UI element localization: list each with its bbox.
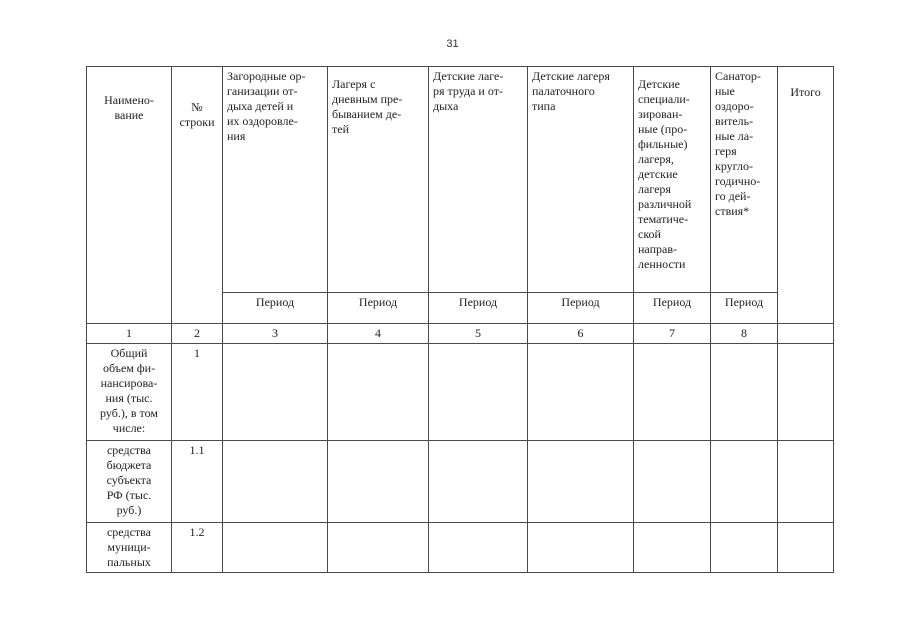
header-col-3-line: Загородные ор- [227, 69, 306, 83]
header-col-4-line: тей [332, 122, 349, 136]
header-name-cell [87, 67, 172, 324]
header-total: Итого [778, 67, 834, 324]
data-cell [223, 523, 328, 573]
header-col-4 [328, 67, 429, 293]
header-col-8-line: ные [715, 84, 735, 98]
data-cell [429, 344, 528, 441]
header-rowno-cell [172, 67, 223, 324]
header-col-7-line: лагеря, [638, 152, 674, 166]
header-col-8-line: Санатор- [715, 69, 761, 83]
row-number: 1 [172, 344, 223, 441]
numbering-row [87, 324, 834, 344]
row-label [87, 441, 172, 523]
row-label-line: ния (тыс. [105, 391, 153, 405]
row-number: 1.1 [172, 441, 223, 523]
row-label-line: Общий [110, 346, 148, 360]
header-col-6-line: палаточного [532, 84, 595, 98]
header-name-line: вание [114, 108, 144, 122]
header-col-3-line: ния [227, 129, 246, 143]
header-col-3-line: дыха детей и [227, 99, 294, 113]
row-label-line: субъекта [106, 473, 152, 487]
col-number: 5 [429, 324, 528, 344]
data-cell [778, 523, 834, 573]
col-number: 4 [328, 324, 429, 344]
col-number [778, 324, 834, 344]
row-label [87, 344, 172, 441]
header-col-7-line: ные (про- [638, 122, 688, 136]
col-number: 6 [528, 324, 634, 344]
table-row [87, 344, 834, 441]
header-col-4-line: быванием де- [332, 107, 402, 121]
data-cell [634, 523, 711, 573]
header-col-8-line: ные ла- [715, 129, 754, 143]
header-col-8-line: витель- [715, 114, 754, 128]
row-label-line: объем фи- [102, 361, 156, 375]
col-number: 8 [711, 324, 778, 344]
header-col-3-line: ганизации от- [227, 84, 298, 98]
row-label-line: пальных [107, 555, 151, 569]
data-cell [778, 344, 834, 441]
period-cell: Период [429, 293, 528, 324]
page-number: 31 [446, 38, 459, 50]
header-col-7-line: Детские [638, 77, 680, 91]
row-number: 1.2 [172, 523, 223, 573]
header-col-7-line: направ- [638, 242, 677, 256]
row-label-line: руб.), в том [100, 406, 158, 420]
financing-table [86, 66, 834, 573]
header-col-8 [711, 67, 778, 293]
header-col-6-line: типа [532, 99, 556, 113]
header-col-5-line: Детские лаге- [433, 69, 504, 83]
header-col-8-line: геря [715, 144, 737, 158]
data-cell [429, 441, 528, 523]
data-cell [528, 344, 634, 441]
header-col-7-line: лагеря [638, 182, 671, 196]
data-cell [429, 523, 528, 573]
period-cell: Период [328, 293, 429, 324]
data-cell [711, 523, 778, 573]
header-col-7-line: специали- [638, 92, 690, 106]
row-label-line: бюджета [106, 458, 152, 472]
header-name-line: Наимено- [104, 93, 154, 107]
data-cell [223, 441, 328, 523]
header-rowno-line: № [191, 100, 203, 114]
header-col-4-line: дневным пре- [332, 92, 403, 106]
data-cell [528, 523, 634, 573]
period-cell: Период [223, 293, 328, 324]
header-col-7-line: детские [638, 167, 678, 181]
data-cell [778, 441, 834, 523]
data-cell [328, 344, 429, 441]
row-label-line: РФ (тыс. [106, 488, 152, 502]
header-col-8-line: годично- [715, 174, 761, 188]
header-col-7-line: тематиче- [638, 212, 689, 226]
header-col-5 [429, 67, 528, 293]
data-cell [711, 441, 778, 523]
col-number: 2 [172, 324, 223, 344]
header-col-5-line: ря труда и от- [433, 84, 503, 98]
data-cell [223, 344, 328, 441]
header-col-7-line: ленности [638, 257, 686, 271]
header-col-5-line: дыха [433, 99, 459, 113]
header-rowno-line: строки [179, 115, 215, 129]
data-cell [528, 441, 634, 523]
col-number: 1 [87, 324, 172, 344]
header-col-8-line: оздоро- [715, 99, 754, 113]
period-cell: Период [711, 293, 778, 324]
col-number: 7 [634, 324, 711, 344]
col-number: 3 [223, 324, 328, 344]
header-col-6 [528, 67, 634, 293]
data-cell [634, 441, 711, 523]
table-row [87, 441, 834, 523]
header-col-8-line: ствия* [715, 204, 750, 218]
header-col-6-line: Детские лагеря [532, 69, 610, 83]
row-label-line: муници- [107, 540, 151, 554]
period-cell: Период [528, 293, 634, 324]
data-cell [328, 441, 429, 523]
row-label [87, 523, 172, 573]
header-col-8-line: го дей- [715, 189, 751, 203]
header-col-3-line: их оздоровле- [227, 114, 298, 128]
header-col-7-line: различной [638, 197, 692, 211]
header-col-4-line: Лагеря с [332, 77, 376, 91]
period-cell: Период [634, 293, 711, 324]
header-col-8-line: кругло- [715, 159, 753, 173]
header-col-7-line: фильные) [638, 137, 688, 151]
row-label-line: средства [106, 525, 151, 539]
header-col-7-line: ской [638, 227, 661, 241]
header-col-7 [634, 67, 711, 293]
table-row [87, 523, 834, 573]
row-label-line: средства [106, 443, 151, 457]
data-cell [711, 344, 778, 441]
header-row [87, 67, 834, 293]
row-label-line: руб.) [116, 503, 142, 517]
header-col-3 [223, 67, 328, 293]
row-label-line: нансирова- [100, 376, 158, 390]
header-col-7-line: зирован- [638, 107, 683, 121]
row-label-line: числе: [112, 421, 146, 435]
data-cell [328, 523, 429, 573]
data-cell [634, 344, 711, 441]
